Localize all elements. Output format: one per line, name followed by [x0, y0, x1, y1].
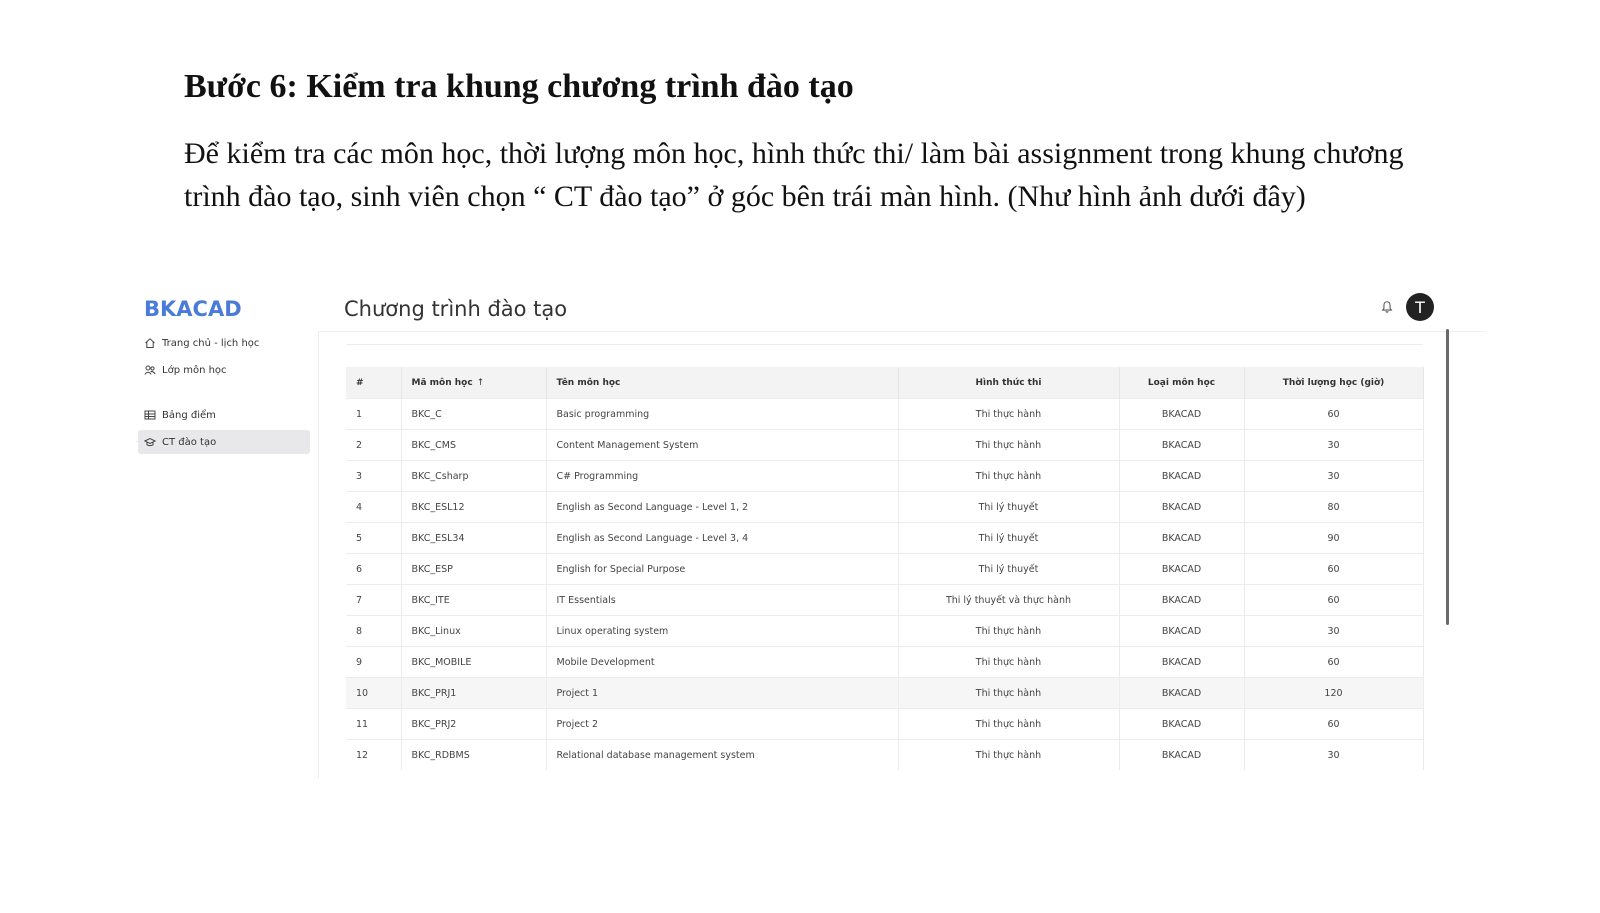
- cell-course-type: BKACAD: [1119, 492, 1244, 523]
- cell-course-name: English as Second Language - Level 3, 4: [546, 523, 898, 554]
- cell-course-name: Relational database management system: [546, 740, 898, 771]
- cell-course-name: English as Second Language - Level 1, 2: [546, 492, 898, 523]
- cell-course-type: BKACAD: [1119, 399, 1244, 430]
- cell-course-code: BKC_PRJ1: [401, 678, 546, 709]
- table-row[interactable]: [346, 647, 1423, 678]
- cell-index: 9: [346, 647, 401, 678]
- brand-logo[interactable]: BKACAD: [144, 297, 242, 321]
- table-icon: [144, 409, 156, 421]
- cell-course-type: BKACAD: [1119, 740, 1244, 771]
- cell-hours: 60: [1244, 399, 1423, 430]
- cell-course-code: BKC_C: [401, 399, 546, 430]
- sidebar: [136, 331, 319, 779]
- cell-course-type: BKACAD: [1119, 585, 1244, 616]
- cell-course-name: Basic programming: [546, 399, 898, 430]
- table-row[interactable]: [346, 523, 1423, 554]
- cell-exam-type: Thi lý thuyết: [898, 523, 1119, 554]
- sidebar-item-label: Lớp môn học: [162, 364, 227, 376]
- table-row[interactable]: [346, 492, 1423, 523]
- cell-exam-type: Thi thực hành: [898, 399, 1119, 430]
- cell-index: 2: [346, 430, 401, 461]
- cell-index: 4: [346, 492, 401, 523]
- scrollbar[interactable]: [1446, 329, 1449, 625]
- cell-course-type: BKACAD: [1119, 678, 1244, 709]
- cell-exam-type: Thi lý thuyết và thực hành: [898, 585, 1119, 616]
- cell-course-code: BKC_ESP: [401, 554, 546, 585]
- cell-course-name: C# Programming: [546, 461, 898, 492]
- users-icon: [144, 364, 156, 376]
- home-icon: [144, 337, 156, 349]
- table-row[interactable]: [346, 678, 1423, 709]
- cell-course-code: BKC_PRJ2: [401, 709, 546, 740]
- cell-hours: 90: [1244, 523, 1423, 554]
- page-title: Chương trình đào tạo: [344, 297, 568, 321]
- graduation-cap-icon: [144, 436, 156, 448]
- cell-index: 11: [346, 709, 401, 740]
- cell-course-type: BKACAD: [1119, 430, 1244, 461]
- table-row[interactable]: [346, 430, 1423, 461]
- cell-hours: 120: [1244, 678, 1423, 709]
- cell-index: 3: [346, 461, 401, 492]
- cell-index: 5: [346, 523, 401, 554]
- cell-hours: 60: [1244, 709, 1423, 740]
- avatar[interactable]: T: [1406, 293, 1434, 321]
- cell-exam-type: Thi thực hành: [898, 740, 1119, 771]
- cell-course-code: BKC_RDBMS: [401, 740, 546, 771]
- sidebar-item-label: CT đào tạo: [162, 436, 217, 448]
- cell-hours: 80: [1244, 492, 1423, 523]
- cell-exam-type: Thi lý thuyết: [898, 492, 1119, 523]
- cell-course-code: BKC_Csharp: [401, 461, 546, 492]
- sidebar-item-label: Trang chủ - lịch học: [162, 337, 260, 349]
- document-heading: Bước 6: Kiểm tra khung chương trình đào tạo: [184, 68, 854, 105]
- sidebar-item-classes[interactable]: [138, 358, 310, 382]
- cell-hours: 60: [1244, 554, 1423, 585]
- cell-course-name: Project 2: [546, 709, 898, 740]
- table-row[interactable]: [346, 461, 1423, 492]
- table-row[interactable]: [346, 740, 1423, 771]
- cell-hours: 60: [1244, 585, 1423, 616]
- bell-icon[interactable]: [1380, 300, 1394, 314]
- cell-exam-type: Thi thực hành: [898, 430, 1119, 461]
- column-header-type[interactable]: Loại môn học: [1119, 367, 1244, 399]
- cell-course-code: BKC_MOBILE: [401, 647, 546, 678]
- content-divider: [346, 344, 1423, 345]
- cell-index: 1: [346, 399, 401, 430]
- table-header-row: [346, 367, 1423, 399]
- cell-course-code: BKC_ESL12: [401, 492, 546, 523]
- cell-course-name: Content Management System: [546, 430, 898, 461]
- cell-index: 12: [346, 740, 401, 771]
- cell-exam-type: Thi thực hành: [898, 678, 1119, 709]
- document-paragraph: Để kiểm tra các môn học, thời lượng môn học, hình thức thi/ làm bài assignment trong khung chương trình đào tạo, sinh viên chọn “ CT đào tạo” ở góc bên trái màn hình. (Như hình ảnh dưới đây): [184, 137, 1404, 213]
- cell-course-type: BKACAD: [1119, 461, 1244, 492]
- cell-hours: 30: [1244, 740, 1423, 771]
- column-header-hours[interactable]: Thời lượng học (giờ): [1244, 367, 1423, 399]
- header-divider: [318, 331, 1486, 332]
- cell-course-name: Linux operating system: [546, 616, 898, 647]
- sidebar-item-grades[interactable]: [138, 403, 310, 427]
- cell-exam-type: Thi thực hành: [898, 616, 1119, 647]
- app-screenshot: [136, 289, 1486, 779]
- table-body: [346, 399, 1423, 771]
- column-header-index: #: [346, 367, 401, 399]
- cell-course-type: BKACAD: [1119, 647, 1244, 678]
- sidebar-item-label: Bảng điểm: [162, 409, 216, 421]
- cell-exam-type: Thi lý thuyết: [898, 554, 1119, 585]
- cell-index: 6: [346, 554, 401, 585]
- cell-course-code: BKC_Linux: [401, 616, 546, 647]
- cell-exam-type: Thi thực hành: [898, 461, 1119, 492]
- cell-course-name: Project 1: [546, 678, 898, 709]
- table-row[interactable]: [346, 585, 1423, 616]
- cell-exam-type: Thi thực hành: [898, 647, 1119, 678]
- cell-course-name: Mobile Development: [546, 647, 898, 678]
- sidebar-item-curriculum[interactable]: [138, 430, 310, 454]
- cell-course-type: BKACAD: [1119, 709, 1244, 740]
- cell-course-code: BKC_CMS: [401, 430, 546, 461]
- column-header-name[interactable]: Tên môn học: [546, 367, 898, 399]
- cell-index: 10: [346, 678, 401, 709]
- sidebar-item-home[interactable]: [138, 331, 310, 355]
- cell-course-name: IT Essentials: [546, 585, 898, 616]
- cell-hours: 30: [1244, 461, 1423, 492]
- sort-ascending-icon[interactable]: ↑: [476, 377, 485, 388]
- column-header-code[interactable]: [401, 367, 546, 399]
- table-row[interactable]: [346, 399, 1423, 430]
- cell-hours: 30: [1244, 430, 1423, 461]
- cell-course-type: BKACAD: [1119, 554, 1244, 585]
- cell-course-type: BKACAD: [1119, 523, 1244, 554]
- cell-course-code: BKC_ITE: [401, 585, 546, 616]
- cell-course-type: BKACAD: [1119, 616, 1244, 647]
- table-row[interactable]: [346, 709, 1423, 740]
- column-header-code-label: Mã môn học: [411, 377, 473, 388]
- cell-index: 7: [346, 585, 401, 616]
- cell-index: 8: [346, 616, 401, 647]
- table-row[interactable]: [346, 616, 1423, 647]
- cell-course-code: BKC_ESL34: [401, 523, 546, 554]
- cell-hours: 60: [1244, 647, 1423, 678]
- curriculum-table: [346, 367, 1424, 770]
- cell-course-name: English for Special Purpose: [546, 554, 898, 585]
- table-row[interactable]: [346, 554, 1423, 585]
- cell-exam-type: Thi thực hành: [898, 709, 1119, 740]
- column-header-exam[interactable]: Hình thức thi: [898, 367, 1119, 399]
- cell-hours: 30: [1244, 616, 1423, 647]
